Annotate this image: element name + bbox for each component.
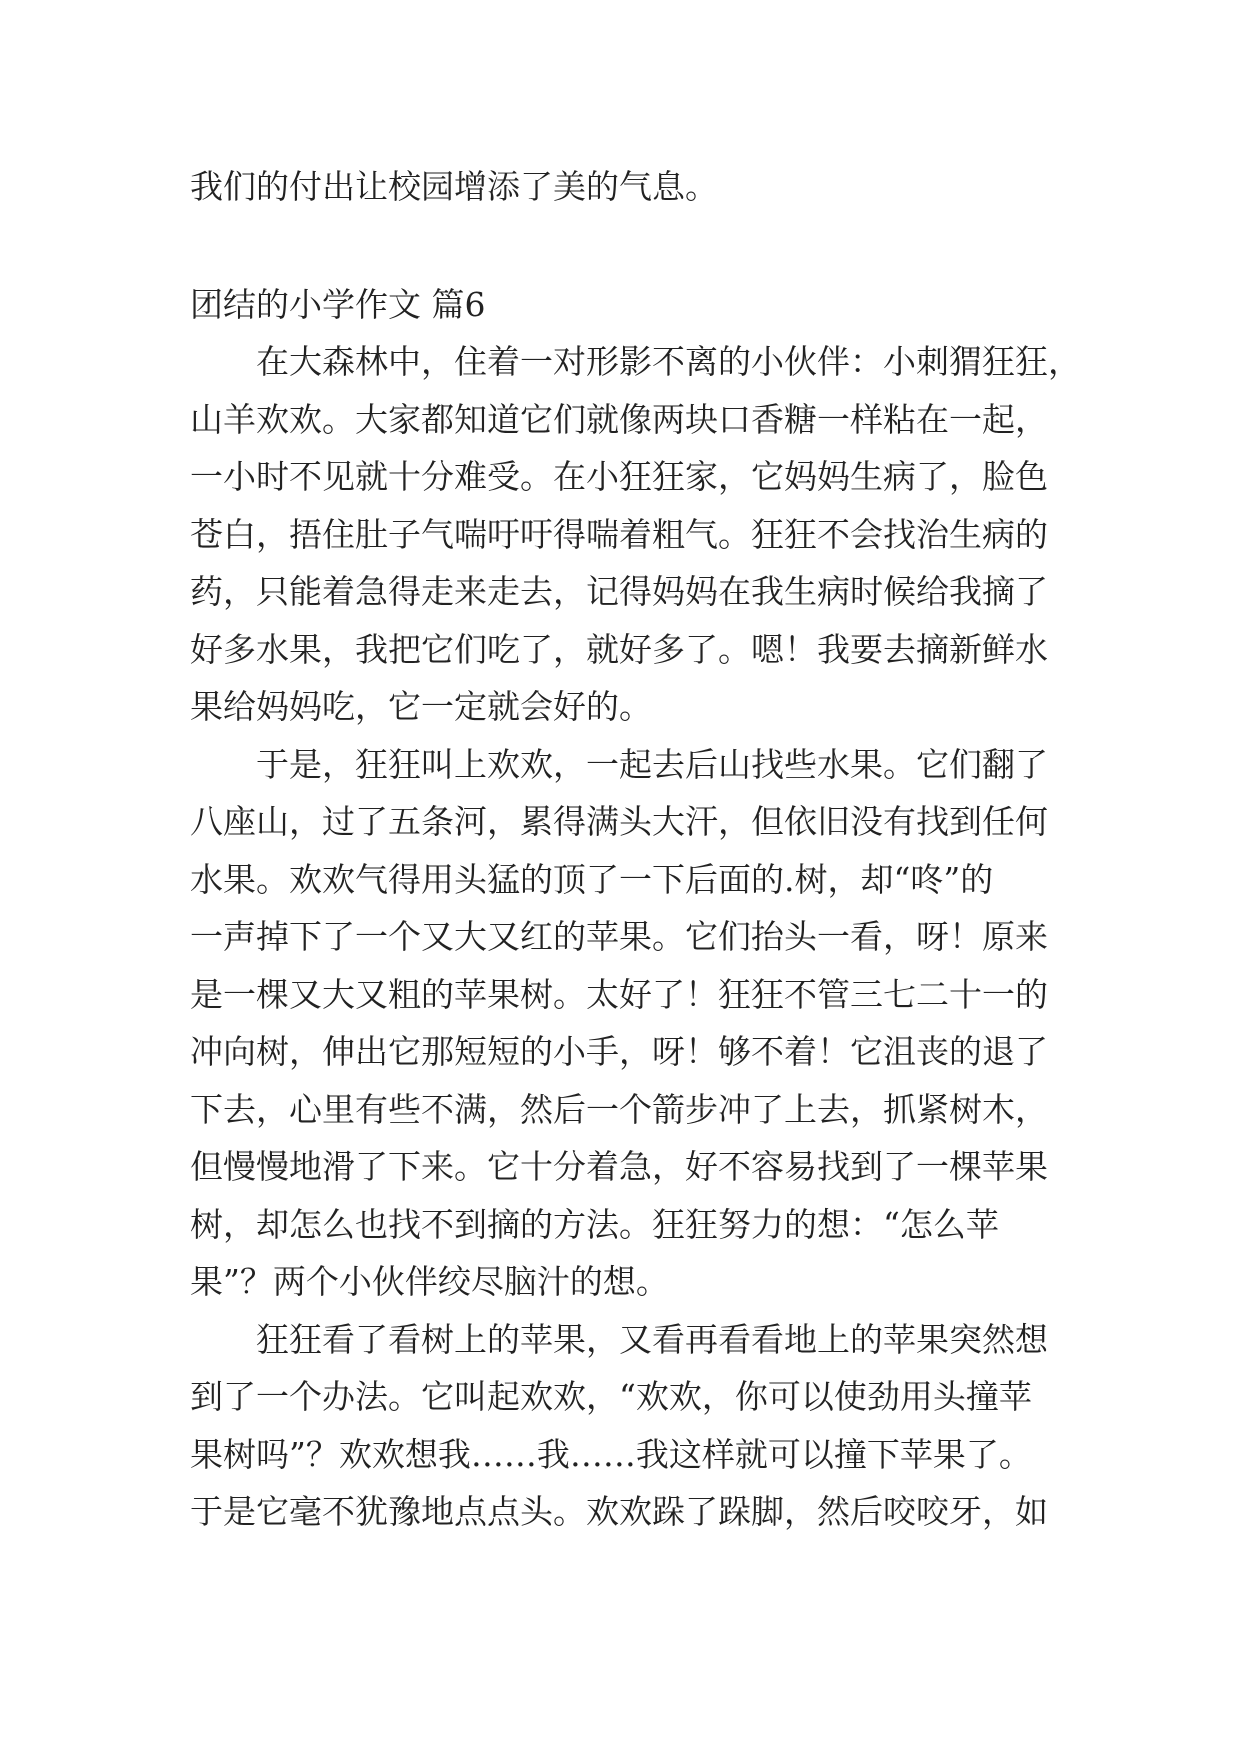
paragraph-3 bbox=[190, 1311, 1080, 1541]
paragraph-line: 果给妈妈吃，它一定就会好的。 bbox=[190, 687, 652, 726]
paragraph-line: 于是它毫不犹豫地点点头。欢欢跺了跺脚，然后咬咬牙，如 bbox=[190, 1492, 1048, 1531]
document-body bbox=[190, 158, 1080, 1541]
paragraph-line: 但慢慢地滑了下来。它十分着急，好不容易找到了一棵苹果 bbox=[190, 1147, 1048, 1186]
paragraph-line: 于是，狂狂叫上欢欢，一起去后山找些水果。它们翻了 bbox=[256, 744, 1048, 784]
paragraph-line: 水果。欢欢气得用头猛的顶了一下后面的.树，却“咚”的 bbox=[190, 859, 994, 899]
section-heading: 团结的小学作文 篇6 bbox=[190, 284, 486, 324]
paragraph-2 bbox=[190, 736, 1080, 1311]
paragraph-line: 果”？两个小伙伴绞尽脑汁的想。 bbox=[190, 1262, 669, 1301]
paragraph-line: 好多水果，我把它们吃了，就好多了。嗯！我要去摘新鲜水 bbox=[190, 629, 1048, 669]
paragraph-line: 树，却怎么也找不到摘的方法。狂狂努力的想：“怎么苹 bbox=[190, 1204, 999, 1244]
paragraph-line: 一小时不见就十分难受。在小狂狂家，它妈妈生病了，脸色 bbox=[190, 457, 1048, 496]
paragraph-line: 药，只能着急得走来走去，记得妈妈在我生病时候给我摘了 bbox=[190, 572, 1048, 611]
paragraph-line: 果树吗”？欢欢想我……我……我这样就可以撞下苹果了。 bbox=[190, 1434, 1032, 1474]
paragraph-line: 下去，心里有些不满，然后一个箭步冲了上去，抓紧树木， bbox=[190, 1089, 1048, 1129]
paragraph-line: 一声掉下了一个又大又红的苹果。它们抬头一看，呀！原来 bbox=[190, 917, 1048, 956]
paragraph-line: 山羊欢欢。大家都知道它们就像两块口香糖一样粘在一起， bbox=[190, 399, 1048, 439]
paragraph-line: 苍白，捂住肚子气喘吁吁得喘着粗气。狂狂不会找治生病的 bbox=[190, 514, 1048, 554]
paragraph-line: 在大森林中，住着一对形影不离的小伙伴：小刺猬狂狂， bbox=[256, 342, 1081, 381]
paragraph-line: 狂狂看了看树上的苹果，又看再看看地上的苹果突然想 bbox=[256, 1319, 1048, 1359]
paragraph-line: 到了一个办法。它叫起欢欢，“欢欢，你可以使劲用头撞苹 bbox=[190, 1377, 1032, 1416]
paragraph-1 bbox=[190, 333, 1080, 736]
paragraph-line: 是一棵又大又粗的苹果树。太好了！狂狂不管三七二十一的 bbox=[190, 974, 1048, 1014]
lead-line: 我们的付出让校园增添了美的气息。 bbox=[190, 167, 718, 206]
paragraph-line: 冲向树，伸出它那短短的小手，呀！够不着！它沮丧的退了 bbox=[190, 1032, 1048, 1071]
paragraph-line: 八座山，过了五条河，累得满头大汗，但依旧没有找到任何 bbox=[190, 802, 1048, 841]
